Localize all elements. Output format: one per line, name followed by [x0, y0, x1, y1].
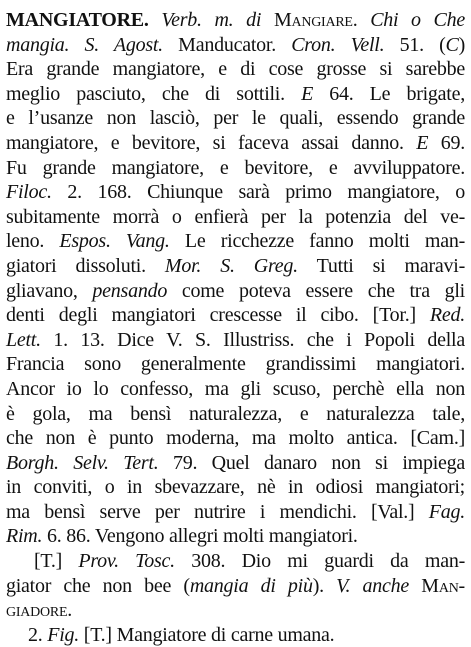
entry-segment: Francia sono generalmente grandissimi mangiatori. — [6, 353, 465, 376]
entry-segment: 69. — [428, 131, 465, 154]
entry-segment: 1. 13. Dice V. S. Illustriss. che i Popoli della — [40, 328, 465, 351]
entry-line — [6, 524, 465, 549]
entry-segment: giator che non bee ( — [6, 574, 190, 597]
entry-segment: Lett. — [6, 328, 41, 351]
entry-line — [6, 451, 465, 476]
entry-line — [6, 426, 465, 451]
entry-line — [6, 229, 465, 254]
entry-segment: Mor. S. Greg. — [164, 254, 298, 277]
entry-line — [6, 156, 465, 181]
entry-line — [6, 500, 465, 525]
entry-segment: Verb. m. di — [161, 9, 274, 31]
entry-segment: Mangiare — [273, 9, 353, 31]
entry-segment: ). — [312, 574, 337, 597]
entry-segment: giatori dissoluti. — [6, 254, 165, 277]
entry-segment — [149, 9, 162, 31]
entry-segment: 51. ( — [384, 33, 446, 56]
entry-segment: Chi o Che — [370, 9, 465, 31]
entry-segment: 79. Quel danaro non si impiega — [158, 451, 465, 474]
entry-segment: Man- — [421, 574, 465, 597]
entry-segment: meglio pasciuto, che di sottili. — [6, 82, 302, 105]
entry-line — [6, 549, 465, 574]
entry-segment: denti degli mangiatori crescesse il cibo. [Tor.] — [6, 304, 430, 327]
entry-line — [6, 598, 465, 623]
entry-segment: ) — [458, 33, 465, 56]
entry-segment: 308. Dio mi guardi da man- — [174, 550, 465, 573]
entry-segment: che non è punto moderna, ma molto antica. [Cam.] — [6, 427, 465, 450]
entry-line — [6, 623, 465, 647]
entry-segment: in conviti, o in sbevazzare, nè in odiosi mangiatori; — [6, 476, 465, 499]
entry-segment: è gola, ma bensì naturalezza, e naturalezza tale, — [6, 402, 465, 425]
entry-segment: ma bensì serve per nutrire i mendichi. [Val.] — [6, 500, 429, 523]
entry-line — [6, 574, 465, 599]
entry-segment: Borgh. Selv. Tert. — [6, 451, 159, 474]
entry-segment: Ancor io lo confesso, ma gli scuso, perchè ella non — [6, 377, 465, 400]
entry-text — [6, 8, 465, 647]
entry-segment: Tutti si maravi- — [297, 254, 465, 277]
entry-segment: E — [416, 131, 429, 154]
entry-line — [6, 254, 465, 279]
entry-line — [6, 303, 465, 328]
entry-line — [6, 131, 465, 156]
entry-line — [6, 180, 465, 205]
entry-segment: Espos. Vang. — [59, 230, 170, 253]
entry-segment: leno. — [6, 230, 60, 253]
entry-segment: Fig. — [47, 623, 80, 646]
entry-segment: 64. Le brigate, — [313, 82, 465, 105]
entry-segment: MANGIATORE. — [6, 9, 149, 31]
entry-segment: e l’usanze non lasciò, per le quali, essendo grande — [6, 107, 465, 130]
entry-segment: Era grande mangiatore, e di cose grosse si sarebbe — [6, 58, 465, 81]
entry-segment: mangia. S. Agost. — [6, 33, 163, 56]
entry-line — [6, 33, 465, 58]
entry-segment: 2. — [28, 623, 48, 646]
entry-segment: giadore — [6, 599, 68, 622]
entry-line — [6, 279, 465, 304]
entry-segment: [T.] — [34, 550, 79, 573]
entry-line — [6, 106, 465, 131]
entry-line — [6, 377, 465, 402]
entry-line — [6, 57, 465, 82]
entry-segment: gliavano, — [6, 279, 93, 302]
entry-segment: Fu grande mangiatore, e bevitore, e avviluppatore. — [6, 156, 465, 179]
entry-segment: Cron. Vell. — [291, 33, 385, 56]
entry-segment: Red. — [429, 304, 465, 327]
entry-segment: mangia di più — [189, 574, 313, 597]
entry-line — [6, 328, 465, 353]
entry-segment: subitamente morrà o enfierà per la potenzia del ve- — [6, 205, 465, 228]
entry-segment: V. anche — [336, 574, 422, 597]
entry-segment: Prov. Tosc. — [78, 550, 175, 573]
entry-segment: Filoc. — [6, 181, 52, 204]
entry-segment: . — [352, 9, 371, 31]
entry-segment: . — [67, 599, 72, 622]
entry-line — [6, 402, 465, 427]
entry-segment: come poteva essere che tra gli — [167, 279, 465, 302]
entry-line — [6, 352, 465, 377]
entry-segment: Rim. — [6, 525, 43, 548]
entry-segment: 2. 168. Chiunque sarà primo mangiatore, o — [51, 181, 465, 204]
entry-line — [6, 8, 465, 33]
entry-segment: mangiatore, e bevitore, si faceva assai danno. — [6, 131, 417, 154]
entry-segment: [T.] Mangiatore di carne umana. — [79, 623, 335, 646]
entry-segment: C — [445, 33, 459, 56]
entry-line — [6, 82, 465, 107]
entry-segment: Fag. — [428, 500, 465, 523]
entry-line — [6, 205, 465, 230]
entry-segment: E — [301, 82, 314, 105]
entry-segment: 6. 86. Vengono allegri molti mangiatori. — [42, 525, 358, 548]
entry-segment: Manducator. — [162, 33, 292, 56]
entry-line — [6, 475, 465, 500]
entry-segment: pensando — [92, 279, 168, 302]
entry-segment: Le ricchezze fanno molti man- — [169, 230, 465, 253]
